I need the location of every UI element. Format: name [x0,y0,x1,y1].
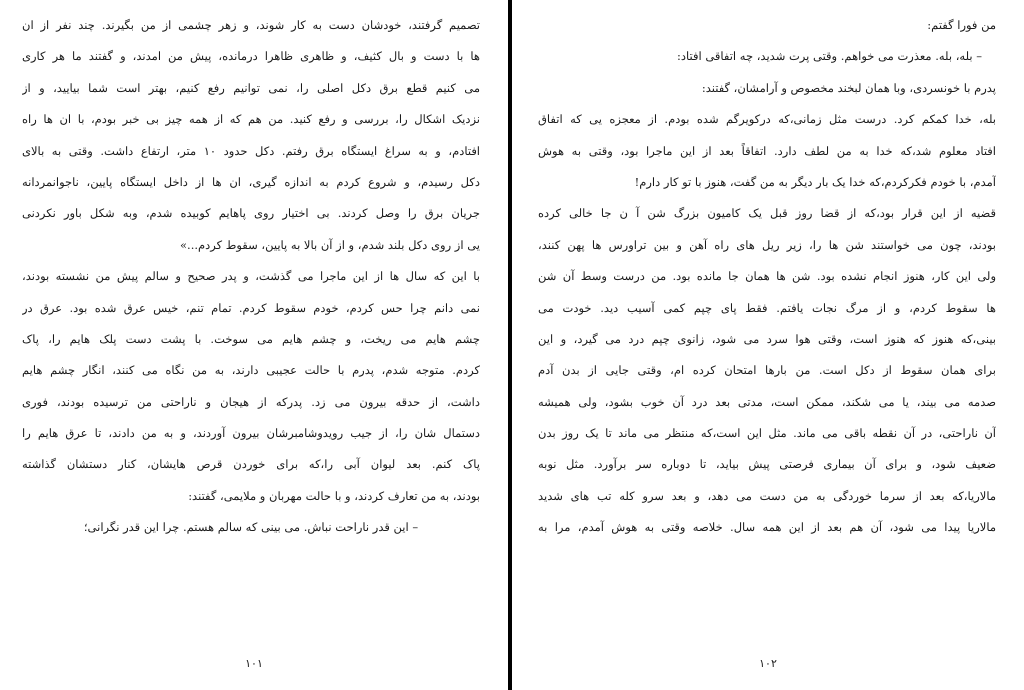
text-line: آمدم، با خودم فکرکردم،که خدا یک بار دیگر به من گفت، هنوز با تو کار دارم! [634,174,996,189]
text-line: پدرم با خونسردی، وبا همان لبخند مخصوص و آرامشان، گفتند: [701,80,996,95]
text-line: – بله، بله. معذرت می خواهم. وقتی پرت شدید، چه اتفاقی افتاد: [677,49,982,64]
text-line: مالاریا،که بعد از سرما خوردگی به من دست می دهد، و بعد سرو کله تب های شدید [538,488,996,503]
text-line: برای همان سقوط از دکل است. من بارها امتحان کرده ام، وقتی جایی از بدن آدم [538,363,996,378]
text-line: تصمیم گرفتند، خودشان دست به کار شوند، و زهر چشمی از من بگیرند. چند نفر از ان [22,18,480,32]
text-line: چشم هایم می ریخت، و چشم هایم می سوخت. با پشت دست پلک هایم را، پاک [22,331,480,346]
text-line: جریان برق را وصل کردند. بی اختیار روی پاهایم کوبیده شدم، وبه شکل باور نکردنی [22,206,480,221]
text-line: صدمه می بیند، یا می شکند، ممکن است، مدتی بعد درد آن خوب بشود، ولی همیشه [538,394,996,409]
text-line: بودند، چون می خواستند شن ها را، زیر ریل های راه آهن و بین تراورس ها پهن کنند، [538,237,996,252]
text-line: دکل رسیدم، و شروع کردم به اندازه گیری، ان ها از داخل ایستگاه پایین، ناجوانمردانه [22,174,480,189]
text-line: بله، خدا کمکم کرد. درست مثل زمانی،که درکویرگم شده بودم. از معجزه یی که اتفاق [538,112,996,127]
text-line: می کنیم قطع برق دکل اصلی را، نمی توانیم رفع کنیم، بهتر است شما بیایید، و از [22,80,480,95]
text-line: پاک کنم. بعد لیوان آبی را،که برای خوردن قرص هایشان، کنار دستشان گذاشته [22,457,480,472]
text-line: بینی،که هنوز که هنوز است، وقتی هوا سرد می شود، زانوی چپم درد می گیرد، و این [538,331,996,346]
right-page [512,0,1024,690]
text-line: قضیه از این قرار بود،که از قضا روز قبل یک کامیون بزرگ شن آ ن جا خالی کرده [538,206,996,221]
text-line: دستمال شان را، از جیب رویدوشامبرشان بیرون آوردند، و به من دادند، تا عرق هایم را [22,426,480,441]
text-line: داشت، از حدقه بیرون می زد. پدرکه از هیجان و ناراحتی من ترسیده بودند، فوری [22,394,480,409]
text-line: افتاد معلوم شد،که خدا به من لطف دارد. اتفاقاً بعد از این ماجرا بود، وقتی به هوش [538,143,996,158]
text-line: – این قدر ناراحت نباش. می بینی که سالم هستم. چرا این قدر نگرانی؛ [83,520,419,535]
text-line: یی از روی دکل بلند شدم، و از آن بالا به پایین، سقوط کردم...» [180,237,480,252]
text-line: آن ناراحتی، در آن نقطه باقی می ماند. مثل این است،که منتظر می ماند تا یک روز بدن [538,426,996,441]
text-line: کردم. متوجه شدم، پدرم با حالت عجیبی دارند، به من نگاه می کنند، انگار چشم هایم [22,363,480,378]
page-number: ۱۰۲ [759,657,777,670]
text-line: با این که سال ها از این ماجرا می گذشت، و پدر صحیح و سالم پیش من نشسته بودند، [22,269,480,284]
text-line: ولی این کار، هنوز انجام نشده بود. شن ها همان جا مانده بود. من درست وسط آن شن [538,269,996,284]
left-page [0,0,508,690]
page-number: ۱۰۱ [245,657,263,670]
text-line: ها سقوط کردم، و از مرگ نجات یافتم. فقط پای چپم کمی آسیب دید. خودت می [538,300,996,315]
text-line: نمی دانم چرا حس کردم، خودم سقوط کردم. تمام تنم، خیس عرق شده بود. عرق در [22,300,480,315]
text-line: بودند، به من تعارف کردند، و با حالت مهربان و ملایمی، گفتند: [188,488,480,503]
text-line: ها با دست و بال کثیف، و ظاهری ظاهرا درمانده، پیش من امدند، و گفتند ما هر کاری [22,49,480,64]
text-line: افتادم، و به سراغ ایستگاه برق رفتم. دکل حدود ۱۰ متر، ارتفاع داشت. وقتی به بالای [22,143,480,158]
text-line: من فورا گفتم: [927,18,996,32]
text-line: مالاریا پیدا می شود، آن هم بعد از این همه سال. خلاصه وقتی به هوش آمدم، مرا به [538,520,996,535]
text-line: ضعیف شود، و برای آن بیماری فرصتی پیش بیاید، تا دوباره سر برآورد. مثل نوبه [538,457,996,472]
text-line: نزدیک اشکال را، بررسی و رفع کنید. من هم که از همه چیز بی خبر بودم، با ان ها راه [22,112,480,127]
